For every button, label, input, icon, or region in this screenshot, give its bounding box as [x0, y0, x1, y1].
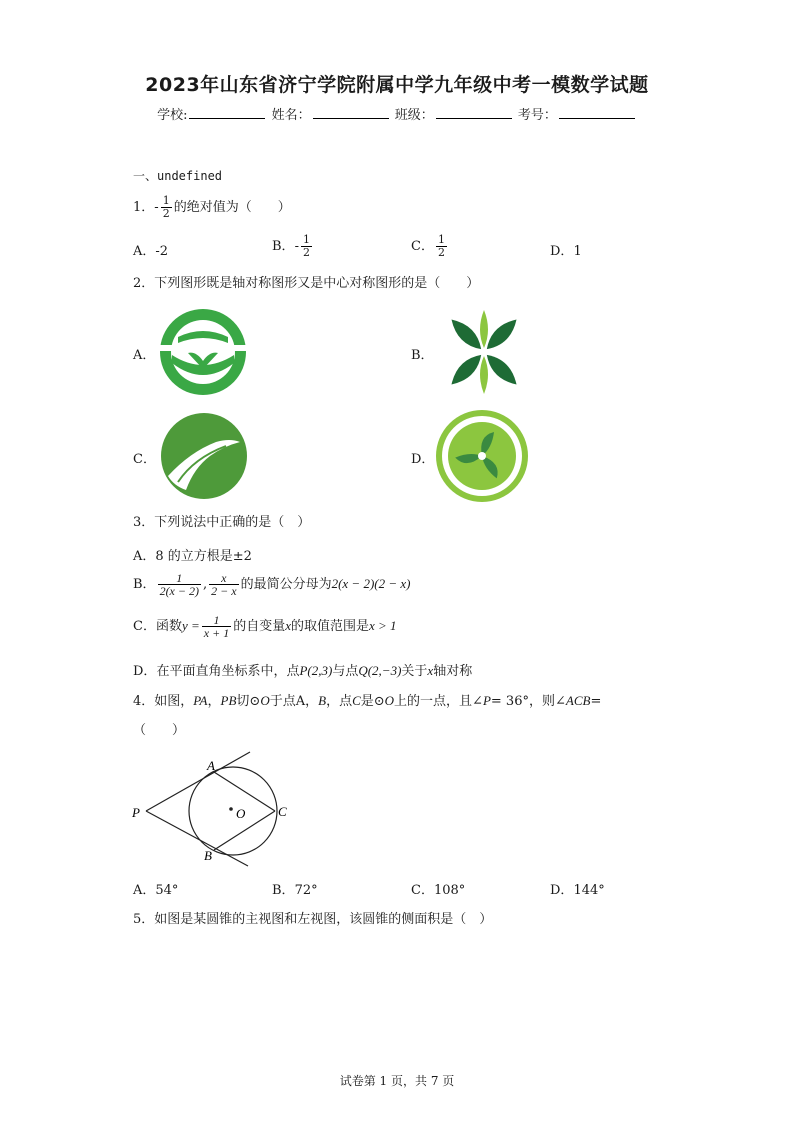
question-5: 5．如图是某圆锥的主视图和左视图，该圆锥的侧面积是（ ）	[133, 912, 493, 927]
number-label: 考号：	[517, 108, 557, 123]
question-1	[133, 195, 291, 220]
name-blank[interactable]	[313, 106, 389, 119]
q3-option-b[interactable]: B． $\frac{1}{2(x - 2)}$ , $\frac{x}{2 - x}$ 的最简公分母为2(x − 2)(2 − x)	[133, 571, 411, 598]
leaf-flower-b-icon	[437, 305, 531, 399]
q1-fraction: $\frac{1}{2}$	[162, 194, 170, 220]
q4-answer-paren: （ ）	[133, 723, 186, 738]
q2-label-c[interactable]: C．	[133, 452, 156, 467]
student-info-row	[0, 104, 794, 123]
section-heading: 一、undefined	[133, 169, 223, 183]
label-o: O	[236, 806, 246, 821]
leaf-swirl-c-icon	[160, 412, 248, 500]
q1-option-d[interactable]: D．1	[550, 244, 582, 259]
page-footer: 试卷第 1 页，共 7 页	[339, 1074, 455, 1088]
label-c: C	[278, 804, 287, 819]
class-blank[interactable]	[436, 106, 512, 119]
label-a: A	[207, 758, 215, 773]
q4-option-a[interactable]: A．54°	[133, 883, 179, 898]
center-point	[229, 807, 233, 811]
q2-label-d[interactable]: D．	[411, 452, 435, 467]
q2-label-a[interactable]: A．	[133, 348, 156, 363]
q3-option-c[interactable]: C．函数y = $\frac{1}{x + 1}$ 的自变量x的取值范围是x > 1	[133, 613, 397, 640]
q1-prefix: -	[154, 200, 159, 215]
question-3: 3．下列说法中正确的是（ ）	[133, 515, 311, 530]
q3-option-d[interactable]: D．在平面直角坐标系中，点P(2,3)与点Q(2,−3)关于x轴对称	[133, 663, 473, 679]
school-label: 学校:	[157, 108, 188, 123]
logo-a-icon	[158, 307, 248, 397]
q2-label-b[interactable]: B．	[411, 348, 434, 363]
page-title: 2023年山东省济宁学院附属中学九年级中考一模数学试题	[145, 74, 649, 96]
class-label: 班级：	[394, 108, 434, 123]
tangent-pa	[146, 752, 250, 811]
q1-option-b[interactable]: B．- $\frac{1}{2}$	[272, 233, 310, 259]
label-b: B	[204, 848, 212, 863]
q4-option-d[interactable]: D．144°	[550, 883, 605, 898]
q4-option-c[interactable]: C．108°	[411, 883, 466, 898]
label-p: P	[132, 805, 140, 820]
gear-leaf-d-icon	[434, 408, 530, 504]
q1-option-c[interactable]: C． $\frac{1}{2}$	[411, 233, 445, 259]
question-4: 4．如图，PA，PB切⊙O于点A，B，点C是⊙O上的一点，且∠P= 36°，则∠ACB=	[133, 693, 602, 709]
q1-option-a[interactable]: A．-2	[133, 244, 169, 259]
question-2: 2．下列图形既是轴对称图形又是中心对称图形的是（ ）	[133, 276, 480, 291]
q4-option-b[interactable]: B．72°	[272, 883, 318, 898]
school-blank[interactable]	[189, 106, 265, 119]
q3-option-a[interactable]: A．8 的立方根是±2	[133, 549, 252, 564]
name-label: 姓名：	[271, 108, 311, 123]
q4-geometry-figure	[130, 748, 300, 870]
q1-number: 1．	[133, 200, 155, 215]
number-blank[interactable]	[559, 106, 635, 119]
q1-text: 的绝对值为（ ）	[173, 200, 291, 215]
